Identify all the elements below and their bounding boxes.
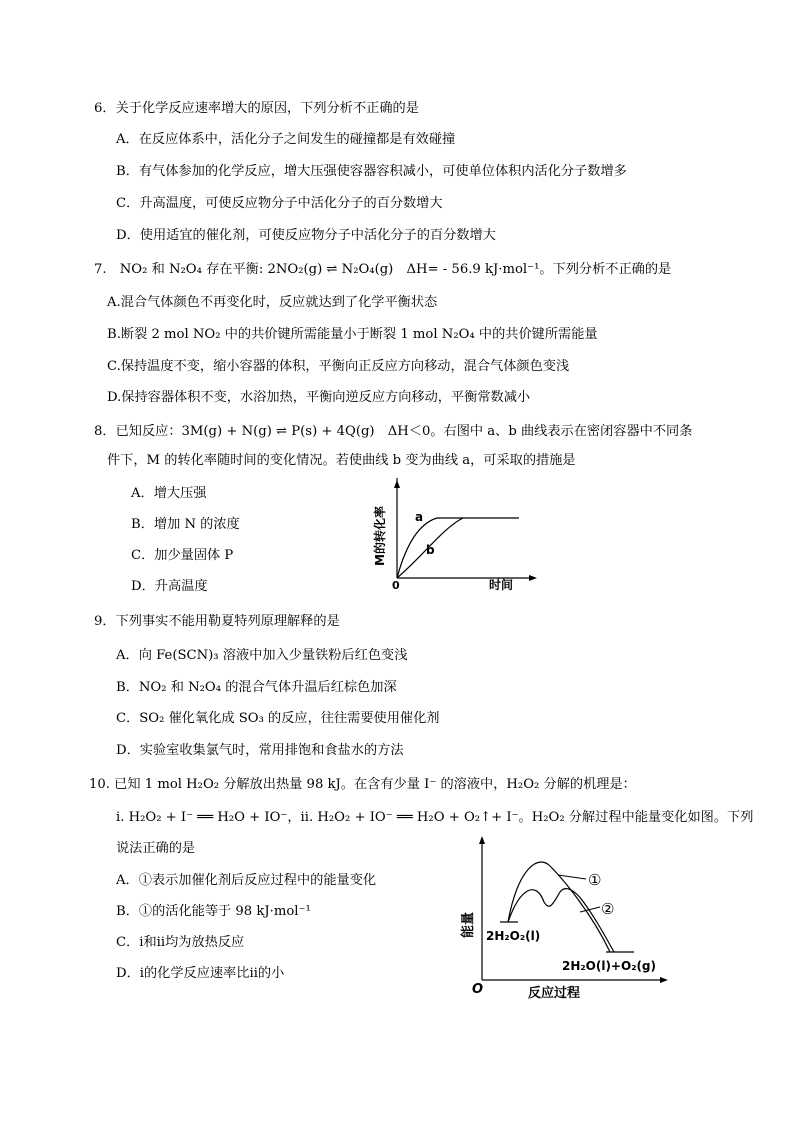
q7-option-d: D.保持容器体积不变，水浴加热，平衡向逆反应方向移动，平衡常数减小 — [107, 390, 531, 405]
q8-stem-line1: 8．已知反应：3M(g) + N(g) ⇌ P(s) + 4Q(g) ΔH＜0。右图中 a、b 曲线表示在密闭容器中不同条 — [94, 424, 693, 439]
q6-option-d: D．使用适宜的催化剂，可使反应物分子中活化分子的百分数增大 — [116, 228, 496, 243]
q10-stem-line3: 说法正确的是 — [116, 841, 196, 856]
q6-option-b: B．有气体参加的化学反应，增大压强使容器容积减小，可使单位体积内活化分子数增多 — [116, 164, 627, 179]
q8-origin: 0 — [392, 579, 400, 592]
q7-option-b: B.断裂 2 mol NO₂ 中的共价键所需能量小于断裂 1 mol N₂O₄ 中的共价键所需能量 — [107, 327, 598, 342]
q8-option-a: A．增大压强 — [131, 486, 207, 501]
q8-conversion-diagram — [365, 478, 540, 598]
q7-option-a: A.混合气体颜色不再变化时，反应就达到了化学平衡状态 — [107, 295, 438, 310]
q9-stem: 9．下列事实不能用勒夏特列原理解释的是 — [94, 614, 340, 629]
q8-curve-a — [397, 518, 519, 578]
q9-option-a: A．向 Fe(SCN)₃ 溶液中加入少量铁粉后红色变浅 — [116, 648, 408, 663]
q9-option-c: C．SO₂ 催化氧化成 SO₃ 的反应，往往需要使用催化剂 — [116, 711, 440, 726]
q9-option-d: D．实验室收集氯气时，常用排饱和食盐水的方法 — [116, 743, 404, 758]
q8-option-b: B．增加 N 的浓度 — [131, 517, 240, 532]
q10-label-1: ① — [588, 871, 602, 889]
q7-option-c: C.保持温度不变，缩小容器的体积，平衡向正反应方向移动，混合气体颜色变浅 — [107, 359, 570, 374]
q10-reactant-label: 2H₂O₂(l) — [486, 929, 541, 943]
q10-stem-line2: ⅰ. H₂O₂ + I⁻ ══ H₂O + IO⁻，ⅱ. H₂O₂ + IO⁻ ══ H₂O + O₂↑+ I⁻。H₂O₂ 分解过程中能量变化如图。下列 — [116, 810, 754, 825]
q8-x-label: 时间 — [489, 578, 514, 592]
q10-energy-diagram — [458, 830, 678, 1002]
q10-y-label: 能量 — [461, 911, 476, 938]
q6-option-a: A．在反应体系中，活化分子之间发生的碰撞都是有效碰撞 — [116, 132, 456, 147]
q10-label-2: ② — [601, 900, 615, 918]
q10-option-b: B．①的活化能等于 98 kJ·mol⁻¹ — [116, 904, 311, 919]
q8-option-c: C．加少量固体 P — [131, 548, 234, 563]
q9-option-b: B．NO₂ 和 N₂O₄ 的混合气体升温后红棕色加深 — [116, 680, 397, 695]
q7-stem: 7. NO₂ 和 N₂O₄ 存在平衡: 2NO₂(g) ⇌ N₂O₄(g) ΔH= - 56.9 kJ·mol⁻¹。下列分析不正确的是 — [94, 262, 672, 277]
q10-option-a: A．①表示加催化剂后反应过程中的能量变化 — [116, 873, 377, 888]
q10-x-arrow — [660, 977, 668, 983]
q10-stem-line1: 10. 已知 1 mol H₂O₂ 分解放出热量 98 kJ。在含有少量 I⁻ 的溶液中，H₂O₂ 分解的机理是： — [89, 777, 636, 792]
q10-y-arrow — [479, 836, 485, 844]
q8-label-b: b — [426, 543, 435, 557]
q6-option-c: C．升高温度，可使反应物分子中活化分子的百分数增大 — [116, 196, 443, 211]
q10-origin: O — [472, 982, 484, 997]
q10-x-label: 反应过程 — [528, 986, 581, 1001]
q8-label-a: a — [415, 510, 424, 524]
q10-option-c: C．ⅰ和ⅱ均为放热反应 — [116, 935, 245, 950]
q8-option-d: D．升高温度 — [131, 579, 208, 594]
q8-x-arrow — [529, 575, 537, 581]
q10-option-d: D．ⅰ的化学反应速率比ⅱ的小 — [116, 966, 285, 981]
q10-product-label: 2H₂O(l)+O₂(g) — [562, 959, 657, 973]
q8-y-label: M的转化率 — [373, 506, 387, 566]
q8-stem-line2: 件下，M 的转化率随时间的变化情况。若使曲线 b 变为曲线 a，可采取的措施是 — [107, 453, 576, 468]
q6-stem: 6．关于化学反应速率增大的原因，下列分析不正确的是 — [94, 101, 419, 116]
